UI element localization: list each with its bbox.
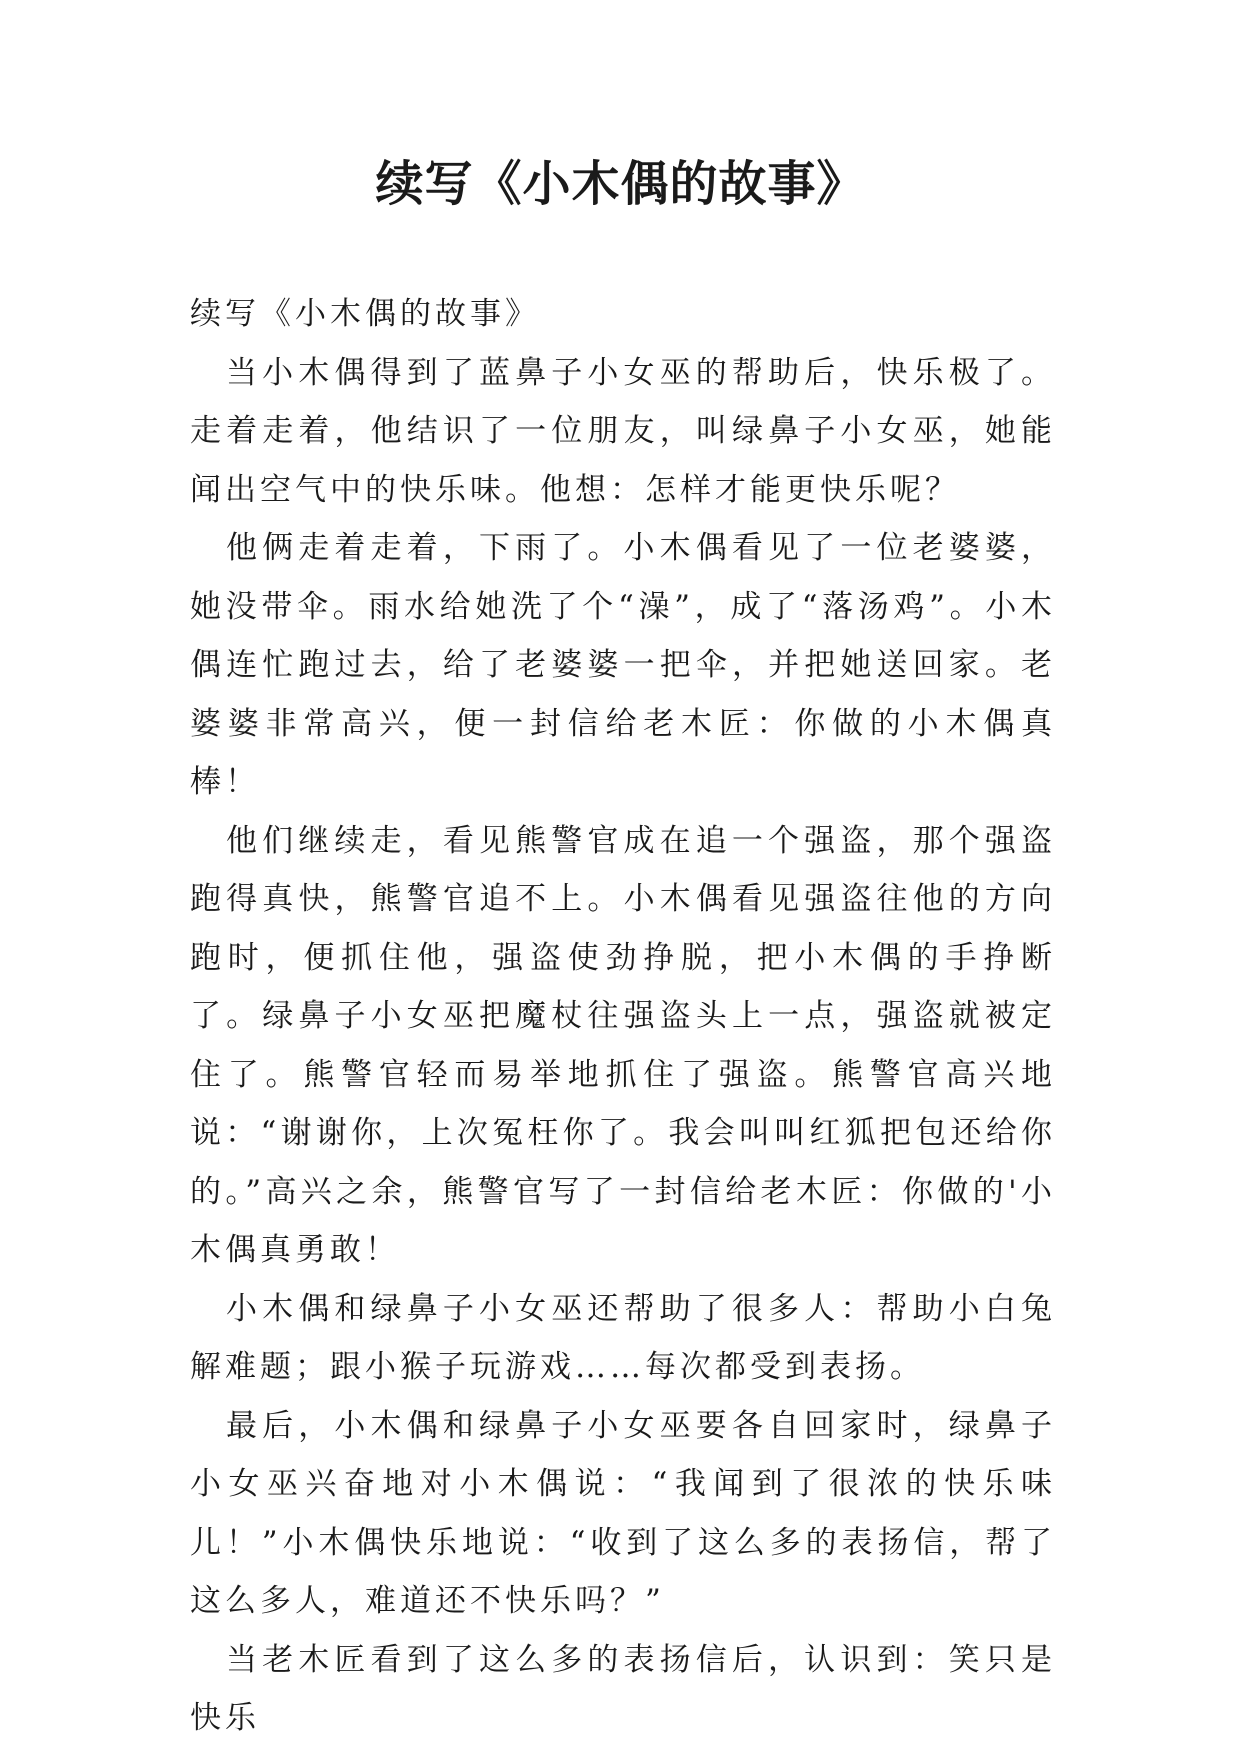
document-subtitle: 续写《小木偶的故事》 [190, 296, 540, 332]
paragraph-4: 小木偶和绿鼻子小女巫还帮助了很多人：帮助小白兔解难题；跟小猴子玩游戏……每次都受到表扬。 [190, 1290, 1056, 1385]
document-body [190, 285, 1056, 1748]
document-title: 续写《小木偶的故事》 [375, 156, 866, 212]
paragraph-5: 最后，小木偶和绿鼻子小女巫要各自回家时，绿鼻子小女巫兴奋地对小木偶说：“我闻到了很浓的快乐味儿！”小木偶快乐地说：“收到了这么多的表扬信，帮了这么多人，难道还不快乐吗？” [190, 1407, 1056, 1619]
paragraph-6: 当老木匠看到了这么多的表扬信后，认识到：笑只是快乐 [190, 1641, 1056, 1736]
paragraph-1: 当小木偶得到了蓝鼻子小女巫的帮助后，快乐极了。走着走着，他结识了一位朋友，叫绿鼻子小女巫，她能闻出空气中的快乐味。他想：怎样才能更快乐呢？ [190, 354, 1056, 508]
paragraph-2: 他俩走着走着，下雨了。小木偶看见了一位老婆婆，她没带伞。雨水给她洗了个“澡”，成了“落汤鸡”。小木偶连忙跑过去，给了老婆婆一把伞，并把她送回家。老婆婆非常高兴，便一封信给老木匠：你做的小木偶真棒！ [190, 530, 1056, 800]
paragraph-3: 他们继续走，看见熊警官成在追一个强盗，那个强盗跑得真快，熊警官追不上。小木偶看见强盗往他的方向跑时，便抓住他，强盗使劲挣脱，把小木偶的手挣断了。绿鼻子小女巫把魔杖往强盗头上一点，强盗就被定住了。熊警官轻而易举地抓住了强盗。熊警官高兴地说：“谢谢你，上次冤枉你了。我会叫叫红狐把包还给你的。”高兴之余，熊警官写了一封信给老木匠：你做的'小木偶真勇敢！ [190, 822, 1056, 1268]
